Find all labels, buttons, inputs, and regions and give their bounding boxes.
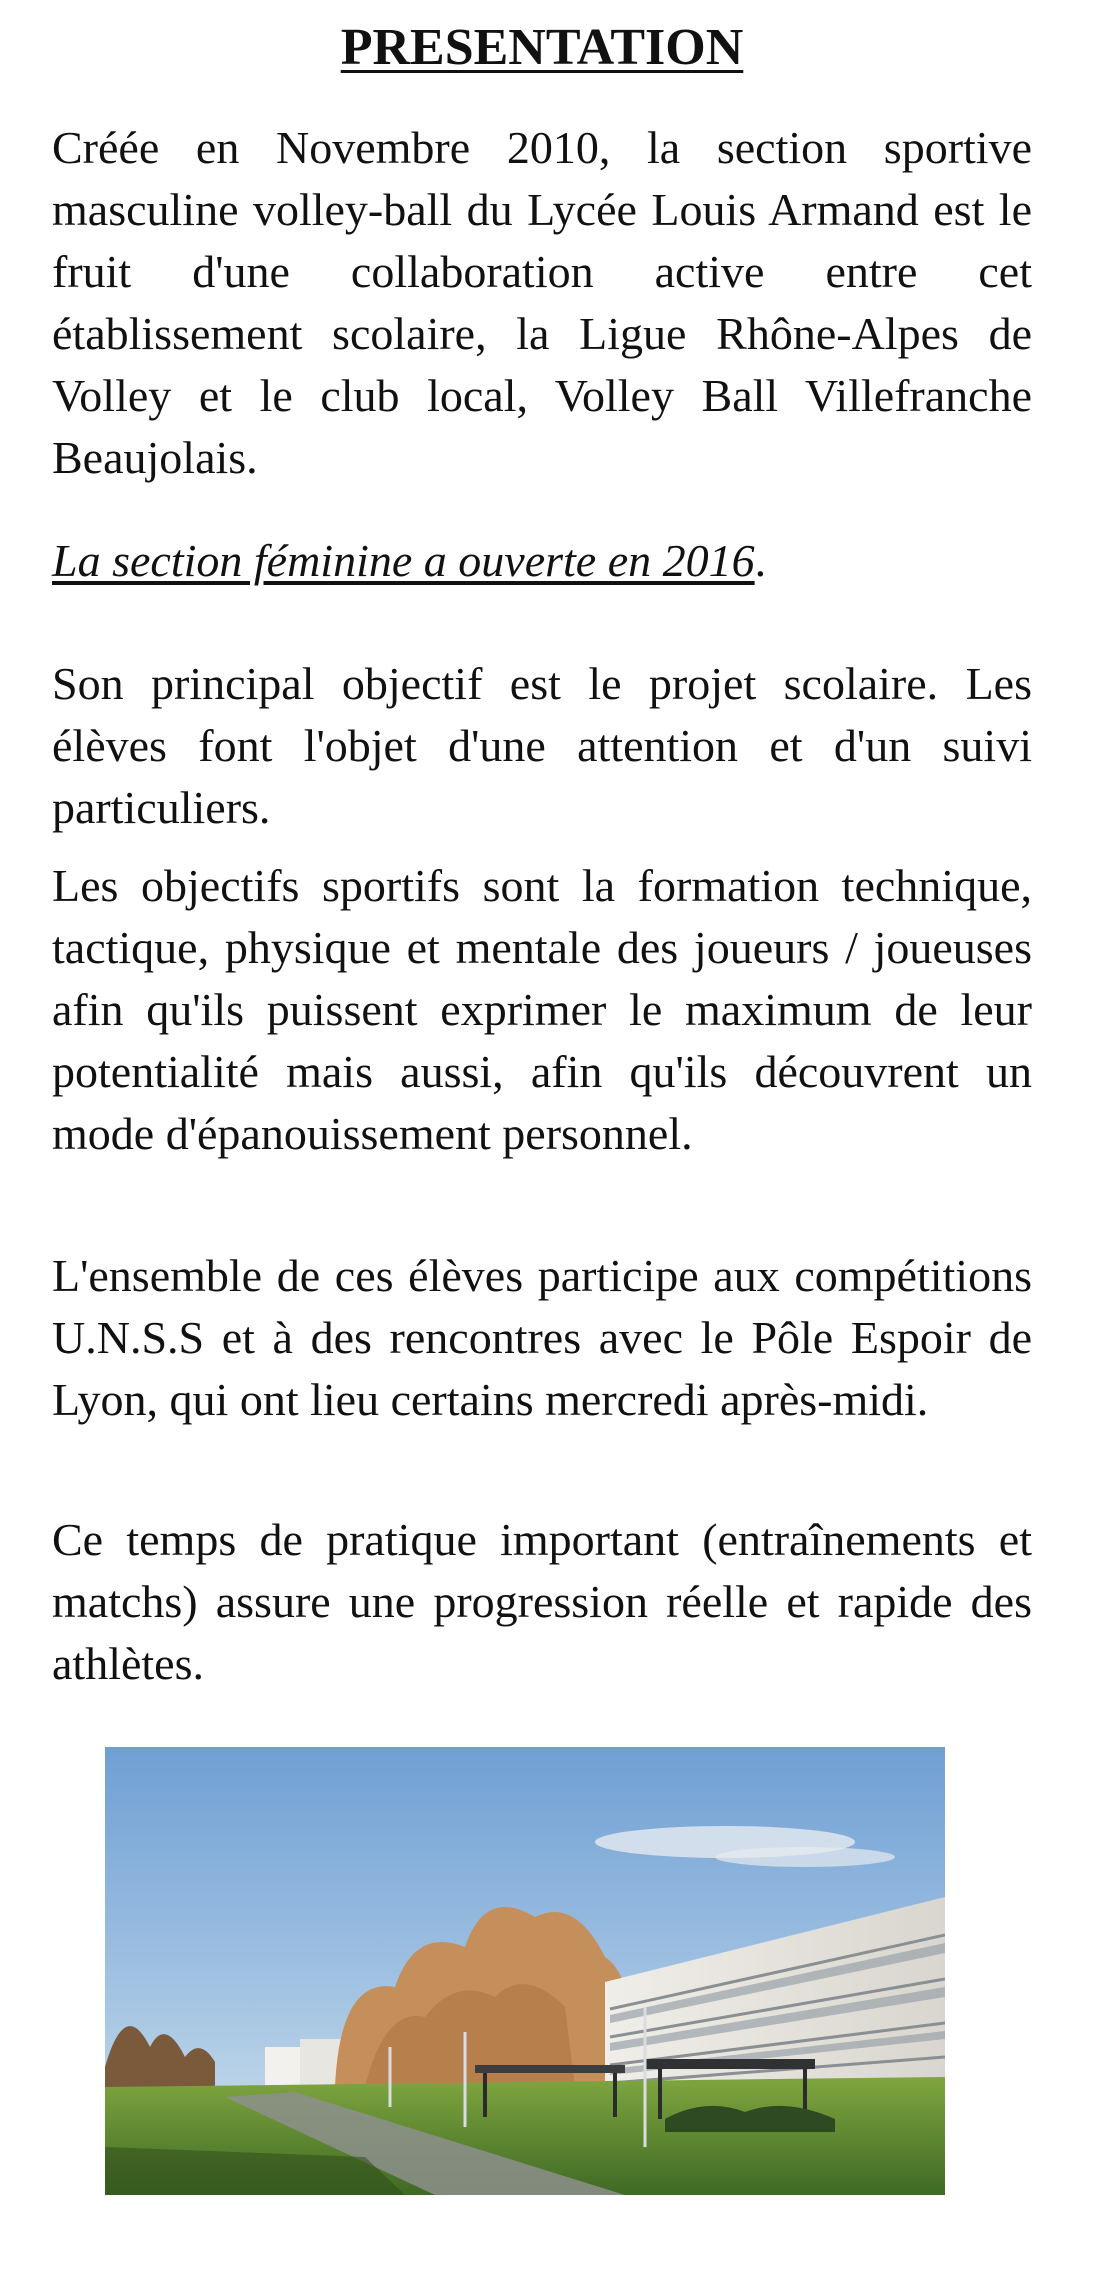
paragraph-school-objective: Son principal objectif est le projet scolaire. Les élèves font l'objet d'une attention et d'un suivi particuliers. [52, 658, 1032, 833]
page-title: PRESENTATION [340, 19, 744, 76]
paragraph-competitions: L'ensemble de ces élèves participe aux compétitions U.N.S.S et à des rencontres avec le Pôle Espoir de Lyon, qui ont lieu certains mercredi après-midi. [52, 1250, 1032, 1425]
paragraph-sport-objectives: Les objectifs sportifs sont la formation technique, tactique, physique et mentale des joueurs / joueuses afin qu'ils puissent exprimer le maximum de leur potentialité mais aussi, afin qu'ils découvrent un mode d'épanouissement personnel. [52, 860, 1032, 1159]
paragraph-feminine-section [52, 530, 1032, 592]
feminine-section-note: La section féminine a ouverte en 2016 [52, 535, 755, 586]
paragraph-intro: Créée en Novembre 2010, la section sportive masculine volley-ball du Lycée Louis Armand est le fruit d'une collaboration active entre cet établissement scolaire, la Ligue Rhône-Alpes de Volley et le club local, Volley Ball Villefranche Beaujolais. [52, 122, 1032, 483]
cloud [715, 1847, 895, 1867]
campus-photo-illustration [105, 1747, 945, 2195]
shelter-roof [645, 2059, 815, 2069]
school-campus-photo [105, 1747, 945, 2195]
shelter-roof [475, 2065, 625, 2073]
feminine-section-period: . [754, 535, 767, 586]
paragraph-practice-time: Ce temps de pratique important (entraînements et matchs) assure une progression réelle et rapide des athlètes. [52, 1514, 1032, 1689]
